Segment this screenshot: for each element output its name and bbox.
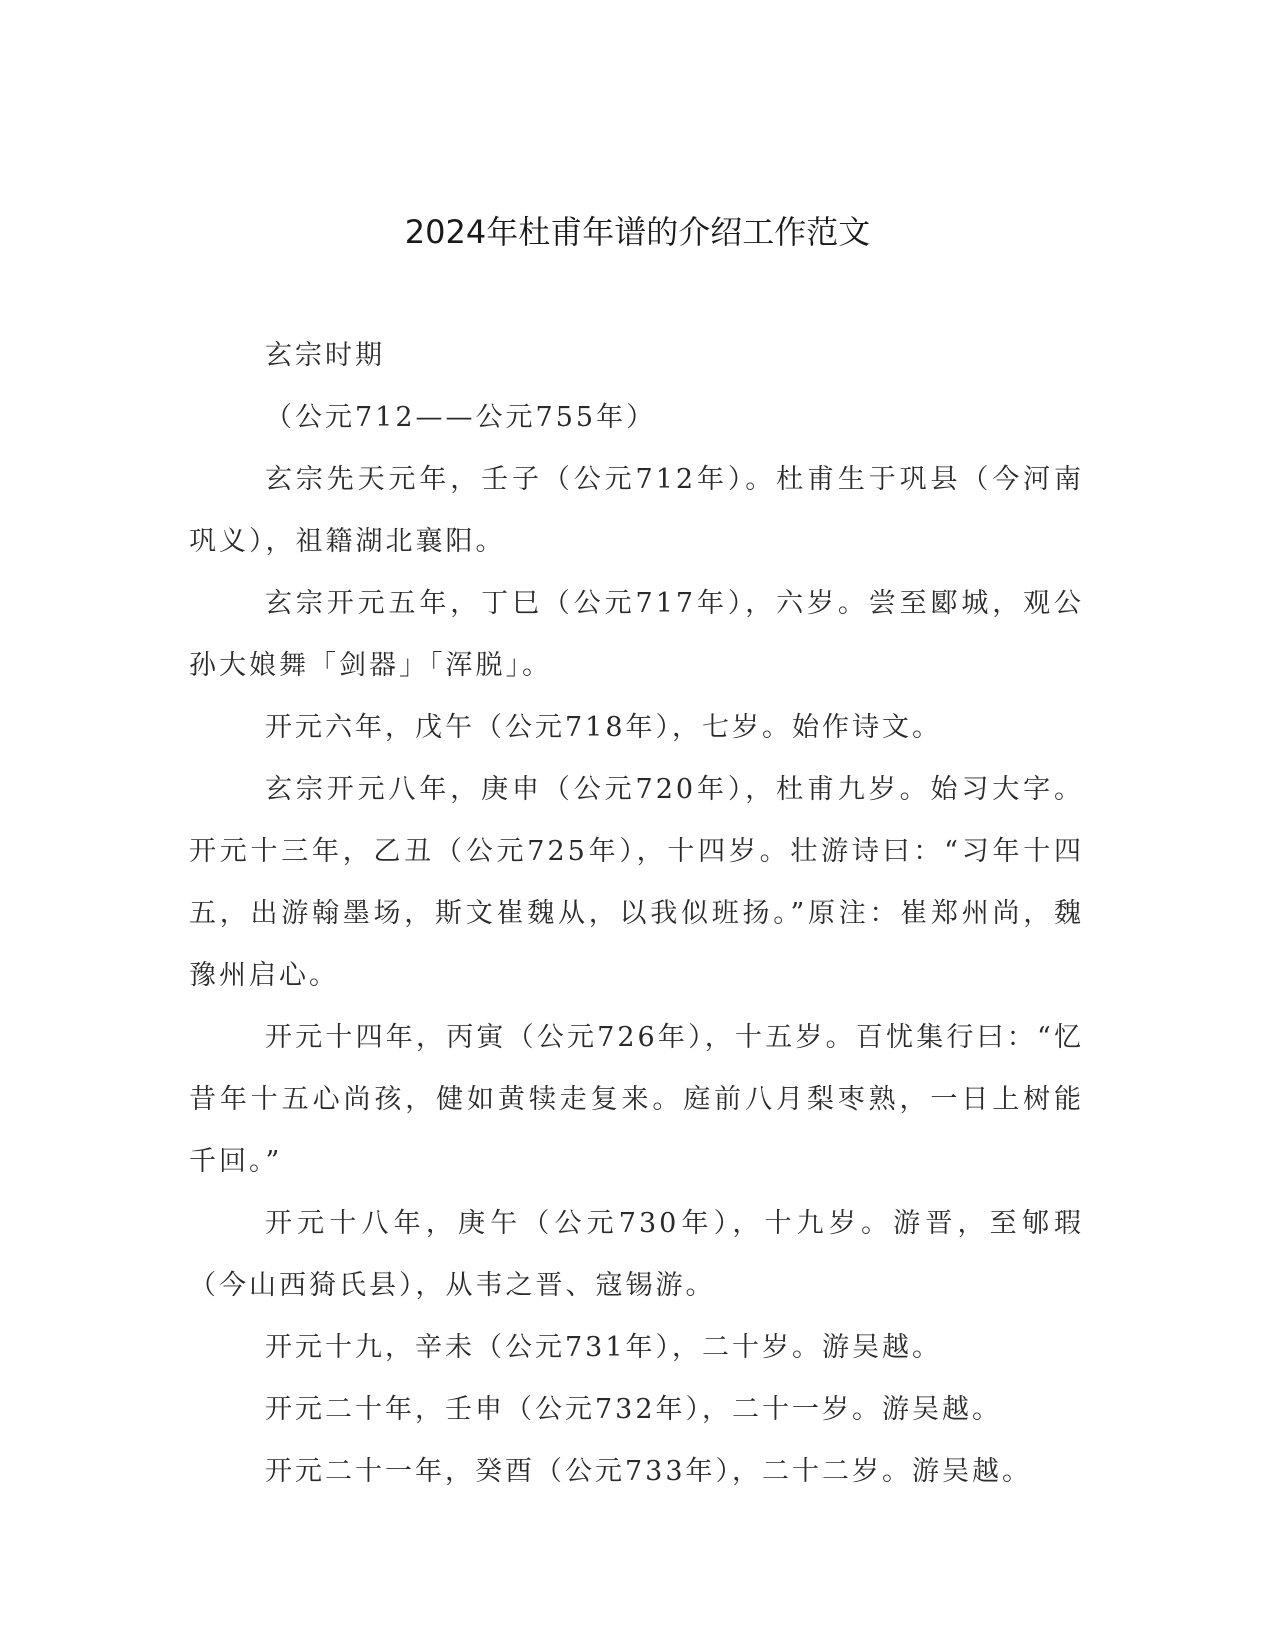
document-title: 2024年杜甫年谱的介绍工作范文 [404, 213, 871, 251]
document-body [189, 325, 1084, 1503]
paragraph-entry: 玄宗先天元年，壬子（公元712年）。杜甫生于巩县（今河南巩义），祖籍湖北襄阳。 [189, 464, 1084, 557]
paragraph-entry: 开元十九，辛未（公元731年），二十岁。游吴越。 [265, 1332, 943, 1363]
paragraph-period-heading: 玄宗时期 [265, 340, 385, 371]
paragraph-entry: 开元十四年，丙寅（公元726年），十五岁。百忧集行曰：“忆昔年十五心尚孩，健如黄犊走复来。庭前八月梨枣熟，一日上树能千回。” [189, 1022, 1084, 1177]
paragraph-entry: 玄宗开元八年，庚申（公元720年），杜甫九岁。始习大字。开元十三年，乙丑（公元725年），十四岁。壮游诗曰：“习年十四五，出游翰墨场，斯文崔魏从，以我似班扬。”原注：崔郑州尚，魏豫州启心。 [189, 774, 1084, 991]
paragraph-entry: 开元十八年，庚午（公元730年），十九岁。游晋，至郇瑕（今山西猗氏县），从韦之晋、寇锡游。 [189, 1208, 1084, 1301]
paragraph-period-range: （公元712——公元755年） [265, 402, 657, 433]
paragraph-entry: 开元六年，戊午（公元718年），七岁。始作诗文。 [265, 712, 943, 743]
paragraph-entry: 玄宗开元五年，丁巳（公元717年），六岁。尝至郾城，观公孙大娘舞「剑器」「浑脱」。 [189, 588, 1084, 681]
paragraph-entry: 开元二十年，壬申（公元732年），二十一岁。游吴越。 [265, 1394, 1003, 1425]
paragraph-entry: 开元二十一年，癸酉（公元733年），二十二岁。游吴越。 [265, 1456, 1033, 1487]
